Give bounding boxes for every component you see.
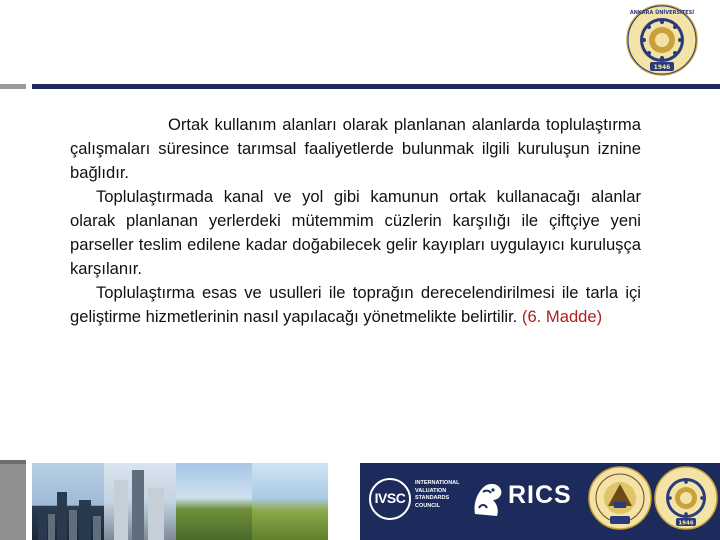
paragraph-2: Toplulaştırmada kanal ve yol gibi kamunun ortak kullanacağı alanlar olarak planlanan yerlerdeki mütemmim cüzlerin karşılığı ile çiftçiye yeni parseller teslim edilene kadar doğabilecek gelir kayıpları uygulayıcı kuruluşça karşılanır. bbox=[70, 187, 641, 278]
header-rule bbox=[32, 84, 720, 89]
rural-landscape-photo bbox=[176, 463, 252, 540]
ivsc-subtitle bbox=[415, 480, 475, 510]
seal-top-lettering: ANKARA ÜNİVERSİTESİ bbox=[629, 10, 695, 16]
paragraph-3-text: Toplulaştırma esas ve usulleri ile toprağın derecelendirilmesi ile tarla içi geliştirme hizmetlerinin nasıl yapılacağı yönetmelikte belirtilir. bbox=[70, 283, 641, 326]
paragraph-3 bbox=[70, 281, 641, 329]
ivsc-subtitle-line: VALUATION bbox=[415, 487, 447, 494]
paragraph-1: Ortak kullanım alanları olarak planlanan alanlarda toplulaştırma çalışmaları süresince tarımsal faaliyetlerde bulunmak ilgili kuruluşun iznine bağlıdır. bbox=[70, 115, 641, 182]
rics-lion-icon bbox=[469, 478, 505, 518]
footer-accent-line bbox=[0, 460, 26, 464]
rics-logo-text: RICS bbox=[508, 481, 572, 509]
faculty-seal-icon bbox=[588, 466, 652, 530]
seal-top-year: 1946 bbox=[653, 64, 671, 71]
seal-bottom-year: 1946 bbox=[678, 520, 694, 527]
modern-towers-photo bbox=[104, 463, 176, 540]
article-reference: (6. Madde) bbox=[521, 307, 603, 326]
city-skyline-photo bbox=[32, 463, 104, 540]
footer-separator bbox=[328, 463, 360, 540]
ankara-university-seal-icon bbox=[654, 466, 718, 530]
ivsc-subtitle-line: COUNCIL bbox=[415, 502, 441, 509]
ankara-university-seal-icon bbox=[626, 4, 698, 76]
ivsc-subtitle-line: STANDARDS bbox=[415, 495, 450, 501]
green-field-photo bbox=[252, 463, 328, 540]
header-rule-accent bbox=[0, 84, 26, 89]
ivsc-subtitle-line: INTERNATIONAL bbox=[415, 480, 460, 486]
footer-accent-block bbox=[0, 460, 26, 540]
ivsc-logo-text: IVSC bbox=[374, 490, 406, 506]
body-text bbox=[70, 113, 641, 329]
